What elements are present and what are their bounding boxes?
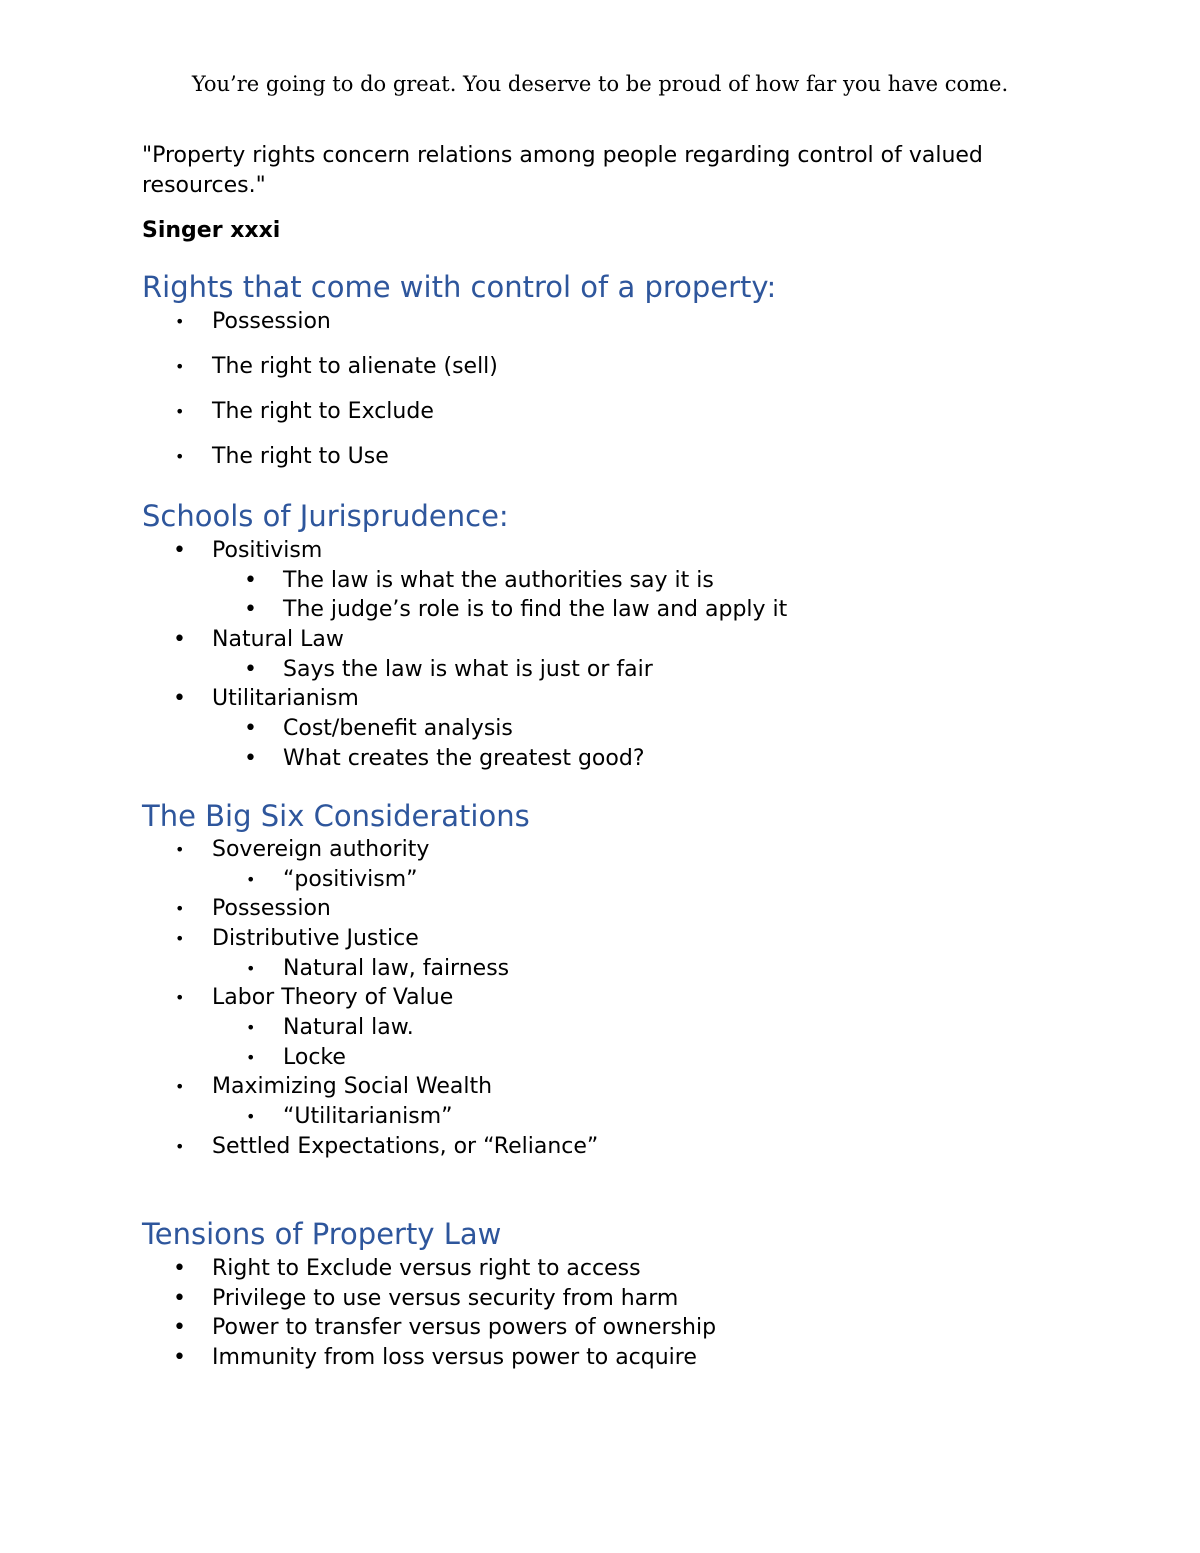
sub-item-what-creates-the-greatest-good: What creates the greatest good? bbox=[283, 746, 645, 771]
bullet-icon: • bbox=[173, 686, 186, 711]
bullet-icon: • bbox=[246, 959, 256, 978]
bullet-icon: • bbox=[175, 840, 185, 859]
list-item-the-right-to-exclude: The right to Exclude bbox=[212, 399, 434, 424]
list-item-distributive-justice: Distributive Justice bbox=[212, 926, 419, 951]
bullet-icon: • bbox=[244, 657, 257, 682]
bullet-icon: • bbox=[246, 1048, 256, 1067]
section-heading: Rights that come with control of a property: bbox=[142, 270, 777, 304]
bullet-icon: • bbox=[173, 1315, 186, 1340]
sub-item-locke: Locke bbox=[283, 1045, 346, 1070]
bullet-icon: • bbox=[175, 447, 185, 466]
bullet-icon: • bbox=[173, 1256, 186, 1281]
list-item-possession: Possession bbox=[212, 309, 331, 334]
bullet-icon: • bbox=[175, 988, 185, 1007]
bullet-icon: • bbox=[175, 357, 185, 376]
property-rights-quote: "Property rights concern relations among people regarding control of valued resources." bbox=[142, 143, 983, 198]
bullet-icon: • bbox=[173, 1345, 186, 1370]
list-item-natural-law: Natural Law bbox=[212, 627, 344, 652]
list-item-the-right-to-use: The right to Use bbox=[212, 444, 389, 469]
header-note: You’re going to do great. You deserve to be proud of how far you have come. bbox=[191, 72, 1009, 96]
list-item-immunity-from-loss-versus-power-to-acquire: Immunity from loss versus power to acquire bbox=[212, 1345, 697, 1370]
list-item-right-to-exclude-versus-right-to-access: Right to Exclude versus right to access bbox=[212, 1256, 641, 1281]
section-heading: Tensions of Property Law bbox=[142, 1217, 502, 1251]
list-item-utilitarianism: Utilitarianism bbox=[212, 686, 359, 711]
list-item-the-right-to-alienate-sell: The right to alienate (sell) bbox=[212, 354, 498, 379]
sub-item-says-the-law-is-what-is-just-or-fair: Says the law is what is just or fair bbox=[283, 657, 653, 682]
bullet-icon: • bbox=[244, 568, 257, 593]
list-item-maximizing-social-wealth: Maximizing Social Wealth bbox=[212, 1074, 493, 1099]
list-item-privilege-to-use-versus-security-from-harm: Privilege to use versus security from harm bbox=[212, 1286, 679, 1311]
bullet-icon: • bbox=[173, 627, 186, 652]
bullet-icon: • bbox=[246, 1018, 256, 1037]
sub-item-the-judge-s-role-is-to-find-the-law-and-apply-it: The judge’s role is to find the law and apply it bbox=[283, 597, 788, 622]
sub-item-cost-benefit-analysis: Cost/benefit analysis bbox=[283, 716, 513, 741]
list-item-positivism: Positivism bbox=[212, 538, 323, 563]
list-item-possession: Possession bbox=[212, 896, 331, 921]
bullet-icon: • bbox=[175, 1137, 185, 1156]
section-heading: The Big Six Considerations bbox=[142, 799, 530, 833]
bullet-icon: • bbox=[175, 899, 185, 918]
list-item-settled-expectations-or-reliance: Settled Expectations, or “Reliance” bbox=[212, 1134, 599, 1159]
list-item-power-to-transfer-versus-powers-of-ownership: Power to transfer versus powers of ownership bbox=[212, 1315, 717, 1340]
section-heading: Schools of Jurisprudence: bbox=[142, 499, 509, 533]
bullet-icon: • bbox=[244, 597, 257, 622]
bullet-icon: • bbox=[246, 870, 256, 889]
bullet-icon: • bbox=[175, 312, 185, 331]
sub-item-natural-law: Natural law. bbox=[283, 1015, 414, 1040]
sub-item-the-law-is-what-the-authorities-say-it-is: The law is what the authorities say it is bbox=[283, 568, 714, 593]
list-item-labor-theory-of-value: Labor Theory of Value bbox=[212, 985, 454, 1010]
sub-item-positivism: “positivism” bbox=[283, 867, 418, 892]
bullet-icon: • bbox=[173, 538, 186, 563]
bullet-icon: • bbox=[244, 716, 257, 741]
bullet-icon: • bbox=[246, 1107, 256, 1126]
bullet-icon: • bbox=[175, 929, 185, 948]
sub-item-utilitarianism: “Utilitarianism” bbox=[283, 1104, 453, 1129]
sub-item-natural-law-fairness: Natural law, fairness bbox=[283, 956, 510, 981]
bullet-icon: • bbox=[173, 1286, 186, 1311]
bullet-icon: • bbox=[175, 1077, 185, 1096]
bullet-icon: • bbox=[244, 746, 257, 771]
quote-citation: Singer xxxi bbox=[142, 218, 281, 243]
bullet-icon: • bbox=[175, 402, 185, 421]
list-item-sovereign-authority: Sovereign authority bbox=[212, 837, 430, 862]
